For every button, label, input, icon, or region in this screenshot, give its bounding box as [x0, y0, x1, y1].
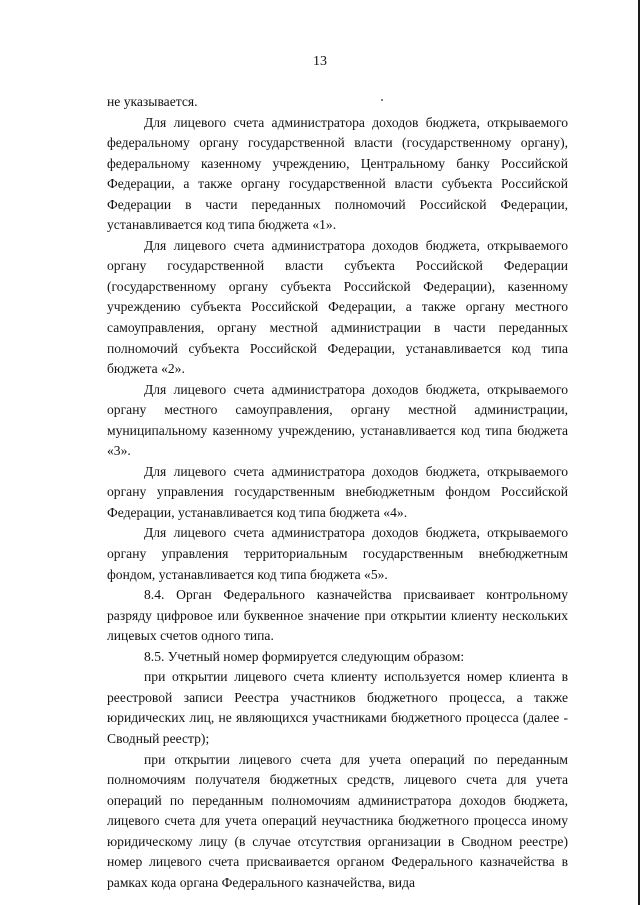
paragraph-budget-type-5: Для лицевого счета администратора доходов бюджета, открываемого органу управления территориальным государственным внебюджетным фондом, устанавливается код типа бюджета «5».	[107, 525, 568, 582]
document-body	[107, 92, 568, 893]
page-number: 13	[313, 54, 327, 69]
paragraph-delegated-powers-account: при открытии лицевого счета для учета операций по переданным полномочиям получателя бюджетных средств, лицевого счета для учета операций по переданным полномочиям администратора доходов бюджета, лицевого счета для учета операций неучастника бюджетного процесса иному юридическому лицу (в случае отсутствия организации в Сводном реестре) номер лицевого счета присваивается органом Федерального казначейства в рамках кода органа Федерального казначейства, вида	[107, 751, 568, 890]
paragraph-client-account-number: при открытии лицевого счета клиенту используется номер клиента в реестровой записи Реестра участников бюджетного процесса, а также юридических лиц, не являющихся участниками бюджетного процесса (далее - Сводный реестр);	[107, 669, 568, 746]
paragraph-continuation: не указывается.	[107, 94, 198, 109]
paragraph-budget-type-1: Для лицевого счета администратора доходов бюджета, открываемого федеральному органу государственной власти (государственному органу), федеральному казенному учреждению, Центральному банку Российской Федерации, а также органу государственной власти субъекта Российской Федерации в части переданных полномочий Российской Федерации, устанавливается код типа бюджета «1».	[107, 114, 568, 233]
paragraph-section-8-5: 8.5. Учетный номер формируется следующим образом:	[144, 648, 465, 664]
paragraph-budget-type-2: Для лицевого счета администратора доходов бюджета, открываемого органу государственной власти субъекта Российской Федерации (государственному органу субъекта Российской Федерации), казенному учреждению субъекта Российской Федерации, а также органу местного самоуправления, органу местной администрации в части переданных полномочий субъекта Российской Федерации, устанавливается код типа бюджета «2».	[107, 237, 568, 377]
paragraph-section-8-4: 8.4. Орган Федерального казначейства присваивает контрольному разряду цифровое или буквенное значение при открытии клиенту нескольких лицевых счетов одного типа.	[107, 587, 568, 644]
paragraph-budget-type-4: Для лицевого счета администратора доходов бюджета, открываемого органу управления государственным внебюджетным фондом Российской Федерации, устанавливается код типа бюджета «4».	[107, 463, 568, 520]
paragraph-budget-type-3: Для лицевого счета администратора доходов бюджета, открываемого органу местного самоуправления, органу местной администрации, муниципальному казенному учреждению, устанавливается код типа бюджета «3».	[107, 381, 568, 459]
